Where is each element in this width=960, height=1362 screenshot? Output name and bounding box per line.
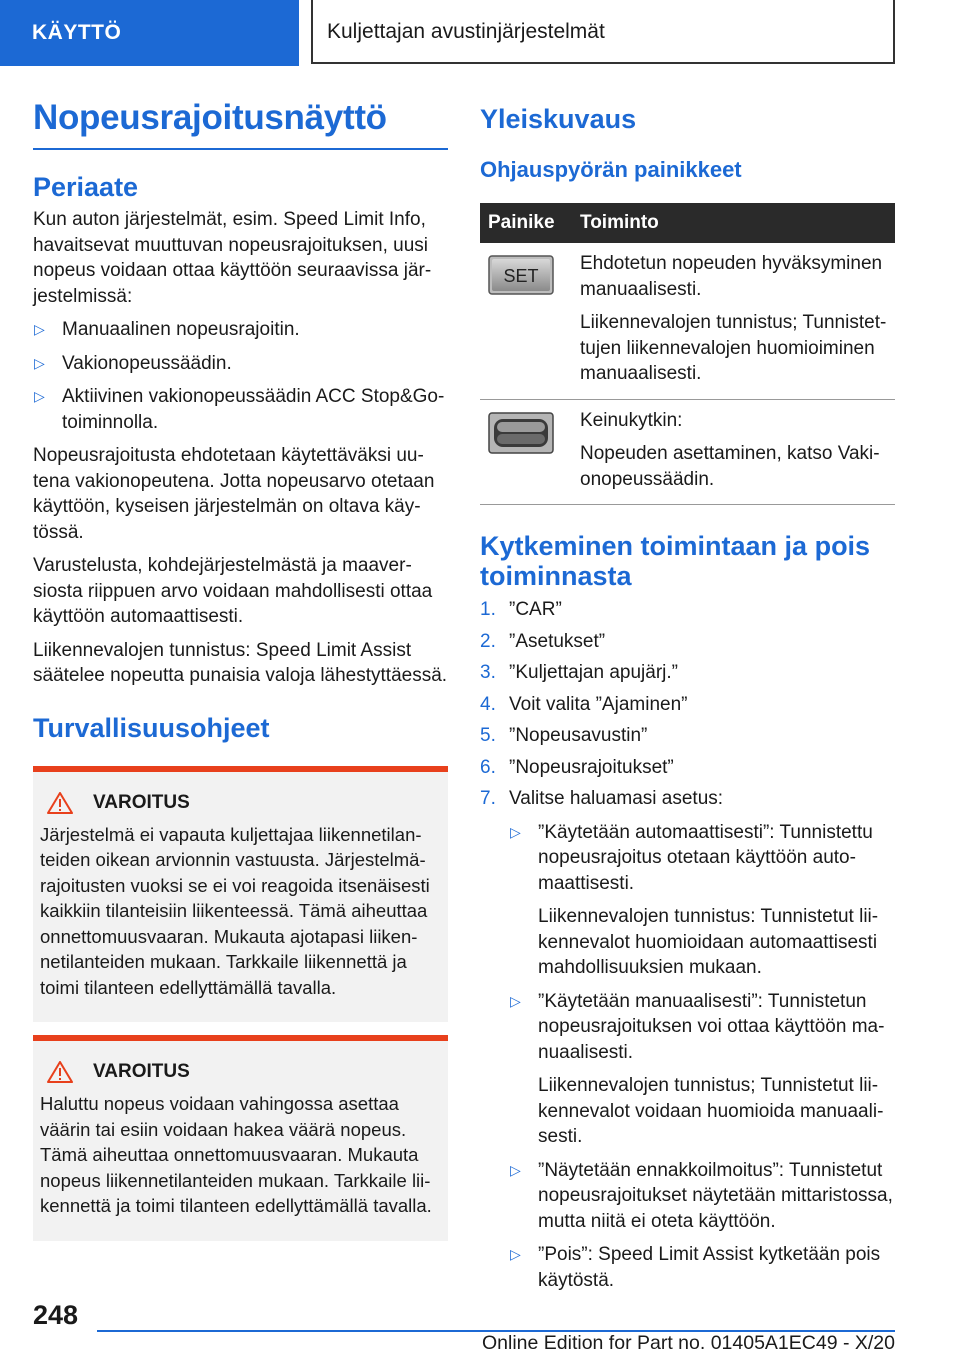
paragraph-traffic-lights: Liikennevalojen tunnistus: Speed Limit Assist säätelee nopeutta punaisia valoja lähestyttäessä.: [33, 639, 448, 686]
option-item: ▷ ”Käytetään manuaalisesti”: Tunnistetun nopeusrajoituksen voi ottaa käyttöön ma‐ nuaalisesti. Liikennevalojen tunnistus; Tunnistetut lii‐ kennevalot voidaan huomioida manuaali‐ sesti.: [510, 990, 885, 1147]
switch-heading: Kytkeminen toimintaan ja pois toiminnasta: [480, 531, 871, 591]
list-item: 7. Valitse haluamasi asetus: ▷ ”Käytetään automaattisesti”: Tunnistettu nopeusrajoitus otetaan käyttöön auto‐ maattisesti. Liikennevalojen tunnistus: Tunnistetut lii‐ kennevalot huomioidaan automaattisesti mahdollisuuksien mukaan. ▷ ”Käytetään manuaalisesti”: Tunnistetun nopeusrajoituksen voi ottaa käyttöön ma‐ nuaalisesti. Liikennevalojen tunnistus; Tunnistetut lii‐ kennevalot voidaan huomioida manuaali‐ sesti. ▷ ”Näytetään ennakkoilmoitus”: Tunnistetut nopeusrajoitukset näytetään mittaristossa, mutta niitä ei oteta käyttöön. ▷ ”Pois”: Speed Limit Assist kytketään pois käytöstä.: [480, 786, 895, 1293]
step-number: 2.: [480, 630, 496, 652]
triangle-bullet-icon: ▷: [510, 823, 521, 840]
option-item: ▷ ”Käytetään automaattisesti”: Tunnistettu nopeusrajoitus otetaan käyttöön auto‐ maattisesti. Liikennevalojen tunnistus: Tunnistetut lii‐ kennevalot huomioidaan automaattisesti mahdollisuuksien mukaan.: [510, 821, 879, 978]
list-item: 3. ”Kuljettajan apujärj.”: [480, 660, 895, 686]
principle-heading: Periaate: [33, 172, 139, 202]
column-header-function: Toiminto: [572, 203, 895, 243]
safety-heading: Turvallisuusohjeet: [33, 712, 270, 743]
section-tab: KÄYTTÖ: [0, 0, 299, 66]
step-number: 1.: [480, 599, 496, 620]
rocker-switch-icon: [488, 412, 554, 454]
list-item: ▷ Vakionopeussäädin.: [33, 351, 448, 377]
buttons-table: [480, 203, 895, 505]
page-header: [0, 0, 960, 66]
list-item: 5. ”Nopeusavustin”: [480, 723, 895, 749]
overview-heading: Yleiskuvaus: [480, 104, 637, 134]
edition-text: Online Edition for Part no. 01405A1EC49 - X/20: [481, 1332, 895, 1354]
step-number: 7.: [480, 788, 496, 809]
function-text: Liikennevalojen tunnistus; Tunnistet‐ tujen liikennevalojen huomioiminen manuaalisesti.: [580, 312, 887, 384]
triangle-bullet-icon: ▷: [34, 354, 45, 371]
table-row: [480, 243, 895, 399]
step-number: 4.: [480, 693, 496, 715]
warning-box: [33, 1035, 448, 1241]
function-text: Ehdotetun nopeuden hyväksyminen manuaalisesti.: [580, 253, 883, 300]
option-item: ▷ ”Pois”: Speed Limit Assist kytketään pois käytöstä.: [510, 1244, 881, 1291]
step-number: 6.: [480, 756, 496, 778]
table-row: [480, 399, 895, 505]
triangle-bullet-icon: ▷: [34, 388, 45, 404]
function-text: Nopeuden asettaminen, katso Vaki‐ onopeussäädin.: [580, 443, 880, 490]
warning-header: [47, 1061, 440, 1083]
triangle-bullet-icon: ▷: [510, 1246, 521, 1262]
step-number: 3.: [480, 662, 496, 683]
function-text: Keinukytkin:: [580, 409, 683, 431]
table-header-row: [480, 203, 895, 243]
warning-title: VAROITUS: [93, 1061, 190, 1082]
list-item: 1. ”CAR”: [480, 597, 895, 623]
warning-triangle-icon: [47, 1061, 73, 1083]
buttons-heading: Ohjauspyörän painikkeet: [480, 157, 742, 182]
paragraph-suggestion: Nopeusrajoitusta ehdotetaan käytettäväksi uu‐ tena vakionopeutena. Jotta nopeusarvo otetaan käyttöön, kyseisen järjestelmän on oltava käy‐ tössä.: [33, 445, 435, 543]
triangle-bullet-icon: ▷: [34, 321, 45, 337]
steps-list: [480, 597, 895, 1293]
list-item: 4. Voit valita ”Ajaminen”: [480, 692, 895, 718]
principle-intro: Kun auton järjestelmät, esim. Speed Limit Info, havaitsevat muuttuvan nopeusrajoituksen, uusi nopeus voidaan ottaa käyttöön seuraavissa jär‐ jestelmissä:: [33, 209, 432, 307]
warning-title: VAROITUS: [93, 791, 190, 813]
warning-box: [33, 766, 448, 1023]
warning-triangle-icon: [47, 792, 73, 814]
warning-text: Haluttu nopeus voidaan vahingossa asettaa väärin tai esiin voidaan hakea väärä nopeus. Tämä aiheuttaa onnettomuusvaaran. Mukauta nopeus liikennetilanteiden mukaan. Tarkkaile lii‐ kennettä ja toimi tilanteen edellyttämällä tavalla.: [40, 1093, 432, 1216]
chapter-tab: Kuljettajan avustinjärjestelmät: [311, 0, 895, 64]
page-footer: [0, 1290, 960, 1362]
warning-header: [47, 792, 440, 814]
list-item: 2. ”Asetukset”: [480, 629, 895, 655]
list-item: ▷ Aktiivinen vakionopeussäädin ACC Stop&Go-toiminnolla.: [34, 386, 445, 433]
column-header-button: Painike: [480, 203, 572, 243]
set-button-label: SET: [503, 266, 539, 286]
list-item: ▷ Manuaalinen nopeusrajoitin.: [33, 317, 448, 343]
options-list: [509, 820, 895, 1294]
step-number: 5.: [480, 725, 496, 746]
paragraph-equipment: Varustelusta, kohdejärjestelmästä ja maaver‐ siosta riippuen arvo voidaan mahdollisesti ottaa käyttöön automaattisesti.: [33, 555, 433, 627]
list-item: 6. ”Nopeusrajoitukset”: [480, 755, 895, 781]
option-item: ▷ ”Näytetään ennakkoilmoitus”: Tunnistetut nopeusrajoitukset näytetään mittaristossa, mutta niitä ei oteta käyttöön.: [510, 1159, 893, 1232]
page-title: Nopeusrajoitusnäyttö: [33, 98, 448, 150]
set-button-icon: [488, 255, 554, 295]
right-column: [480, 104, 895, 1293]
page-number: 248: [33, 1300, 79, 1330]
left-column: [33, 98, 448, 1241]
warning-text: Järjestelmä ei vapauta kuljettajaa liikennetilan‐ teiden oikean arvionnin vastuusta. Järjestelmä‐ rajoitusten vuoksi se ei voi reagoida itsenäisesti kaikkiin tilanteisiin liikenteessä. Tämä aiheuttaa onnettomuusvaaran. Mukauta ajotapasi liiken‐ netilanteiden mukaan. Tarkkaile liikennettä ja toimi tilanteen edellyttämällä tavalla.: [40, 823, 430, 998]
triangle-bullet-icon: ▷: [510, 992, 521, 1009]
triangle-bullet-icon: ▷: [510, 1161, 521, 1178]
systems-list: [33, 317, 448, 435]
